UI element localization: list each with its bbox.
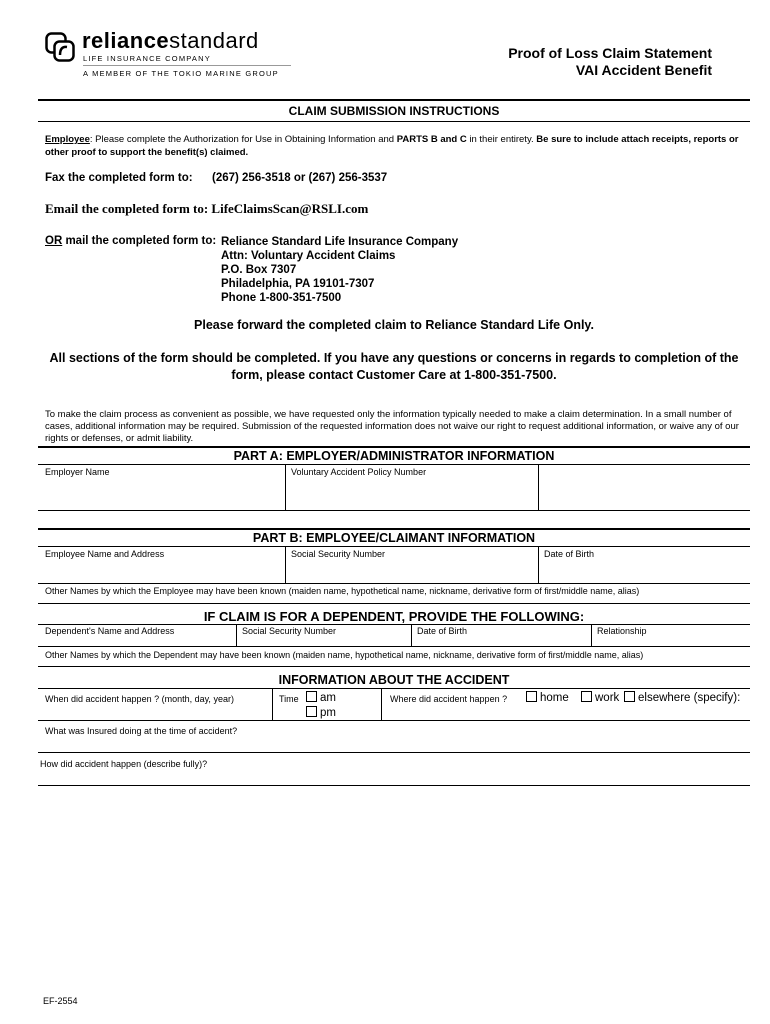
brand-member-line: A MEMBER OF THE TOKIO MARINE GROUP [83,69,279,78]
mail-label: OR mail the completed form to: [45,235,217,247]
policy-number-field[interactable]: Voluntary Accident Policy Number [291,467,427,477]
reliance-logo-icon [45,32,75,62]
forward-notice: Please forward the completed claim to Reliance Standard Life Only. [194,318,594,332]
divider [38,583,750,584]
divider [38,446,750,448]
cell-divider [411,624,412,646]
home-checkbox[interactable] [526,691,537,702]
brand-name: reliancestandard [82,28,259,53]
mail-address-line: Philadelphia, PA 19101-7307 [221,278,375,290]
divider [38,624,750,625]
mail-address-line: Attn: Voluntary Accident Claims [221,250,396,262]
divider [38,121,750,122]
fax-numbers: (267) 256-3518 or (267) 256-3537 [212,172,388,184]
divider [38,528,750,530]
dependent-ssn-field[interactable]: Social Security Number [242,626,337,636]
work-checkbox[interactable] [581,691,592,702]
insured-activity-field[interactable]: What was Insured doing at the time of accident? [45,726,238,736]
time-label: Time [279,694,299,704]
dependent-name-field[interactable]: Dependent's Name and Address [45,626,175,636]
mail-address-line: Phone 1-800-351-7500 [221,292,342,304]
cell-divider [236,624,237,646]
mail-address [221,235,458,305]
elsewhere-option[interactable]: elsewhere (specify): [624,691,740,704]
instructions-heading: CLAIM SUBMISSION INSTRUCTIONS [288,104,500,118]
accident-location-label: Where did accident happen ? [390,694,508,704]
completion-notice: All sections of the form should be completed. If you have any questions or concerns in regards to completion of the form, please contact Customer Care at 1-800-351-7500. [49,351,739,382]
form-title-line2: VAI Accident Benefit [575,62,712,78]
employee-name-field[interactable]: Employee Name and Address [45,549,165,559]
cell-divider [591,624,592,646]
cell-divider [285,464,286,510]
divider [38,666,750,667]
accident-description-field[interactable]: How did accident happen (describe fully)? [40,759,208,769]
elsewhere-checkbox[interactable] [624,691,635,702]
cell-divider [538,546,539,583]
form-title-line1: Proof of Loss Claim Statement [508,45,712,61]
pm-checkbox[interactable] [306,706,317,717]
dependent-dob-field[interactable]: Date of Birth [417,626,468,636]
mail-address-line: Reliance Standard Life Insurance Company [221,236,459,248]
employee-ssn-field[interactable]: Social Security Number [291,549,386,559]
am-checkbox[interactable] [306,691,317,702]
work-option[interactable]: work [581,691,619,704]
divider [38,510,750,511]
divider [38,603,750,604]
part-a-heading: PART A: EMPLOYER/ADMINISTRATOR INFORMATION [233,449,555,463]
cell-divider [538,464,539,510]
fax-label: Fax the completed form to: [45,172,193,184]
divider [38,646,750,647]
employer-name-field[interactable]: Employer Name [45,467,110,477]
disclaimer-text: To make the claim process as convenient as possible, we have requested only the information typically needed to make a claim determination. In a small number of cases, additional information may be required. Submission of the requested information does not waive our right to request additional information, or waive any of our rights or defenses, or admit liability. [45,409,739,444]
employee-other-names-field[interactable]: Other Names by which the Employee may have been known (maiden name, hypothetical name, nickname, derivative form of first/middle name, alias) [45,586,640,596]
email-instructions: Email the completed form to: LifeClaimsScan@RSLI.com [45,201,369,216]
accident-date-field[interactable]: When did accident happen ? (month, day, year) [45,694,234,704]
dependent-relationship-field[interactable]: Relationship [597,626,647,636]
divider [38,546,750,547]
am-option[interactable]: am [306,691,336,704]
brand-divider [83,65,291,66]
employee-dob-field[interactable]: Date of Birth [544,549,595,559]
brand-subtitle: LIFE INSURANCE COMPANY [83,54,211,63]
dependent-other-names-field[interactable]: Other Names by which the Dependent may have been known (maiden name, hypothetical name, nickname, derivative form of first/middle name, alias) [45,650,644,660]
cell-divider [285,546,286,583]
divider [38,720,750,721]
divider [38,752,750,753]
divider [38,785,750,786]
form-code: EF-2554 [43,996,78,1006]
form-title [508,45,712,79]
cell-divider [381,688,382,720]
cell-divider [272,688,273,720]
divider [38,99,750,101]
mail-address-line: P.O. Box 7307 [221,264,297,276]
employee-instructions: Employee: Please complete the Authorization for Use in Obtaining Information and PARTS B and C in their entirety. Be sure to include attach receipts, reports or other proof to support the benefit(s) claimed. [45,134,739,158]
home-option[interactable]: home [526,691,569,704]
divider [38,688,750,689]
part-b-heading: PART B: EMPLOYEE/CLAIMANT INFORMATION [252,531,536,545]
divider [38,464,750,465]
dependent-heading: IF CLAIM IS FOR A DEPENDENT, PROVIDE THE FOLLOWING: [203,609,585,624]
accident-heading: INFORMATION ABOUT THE ACCIDENT [278,673,510,687]
pm-option[interactable]: pm [306,706,336,719]
